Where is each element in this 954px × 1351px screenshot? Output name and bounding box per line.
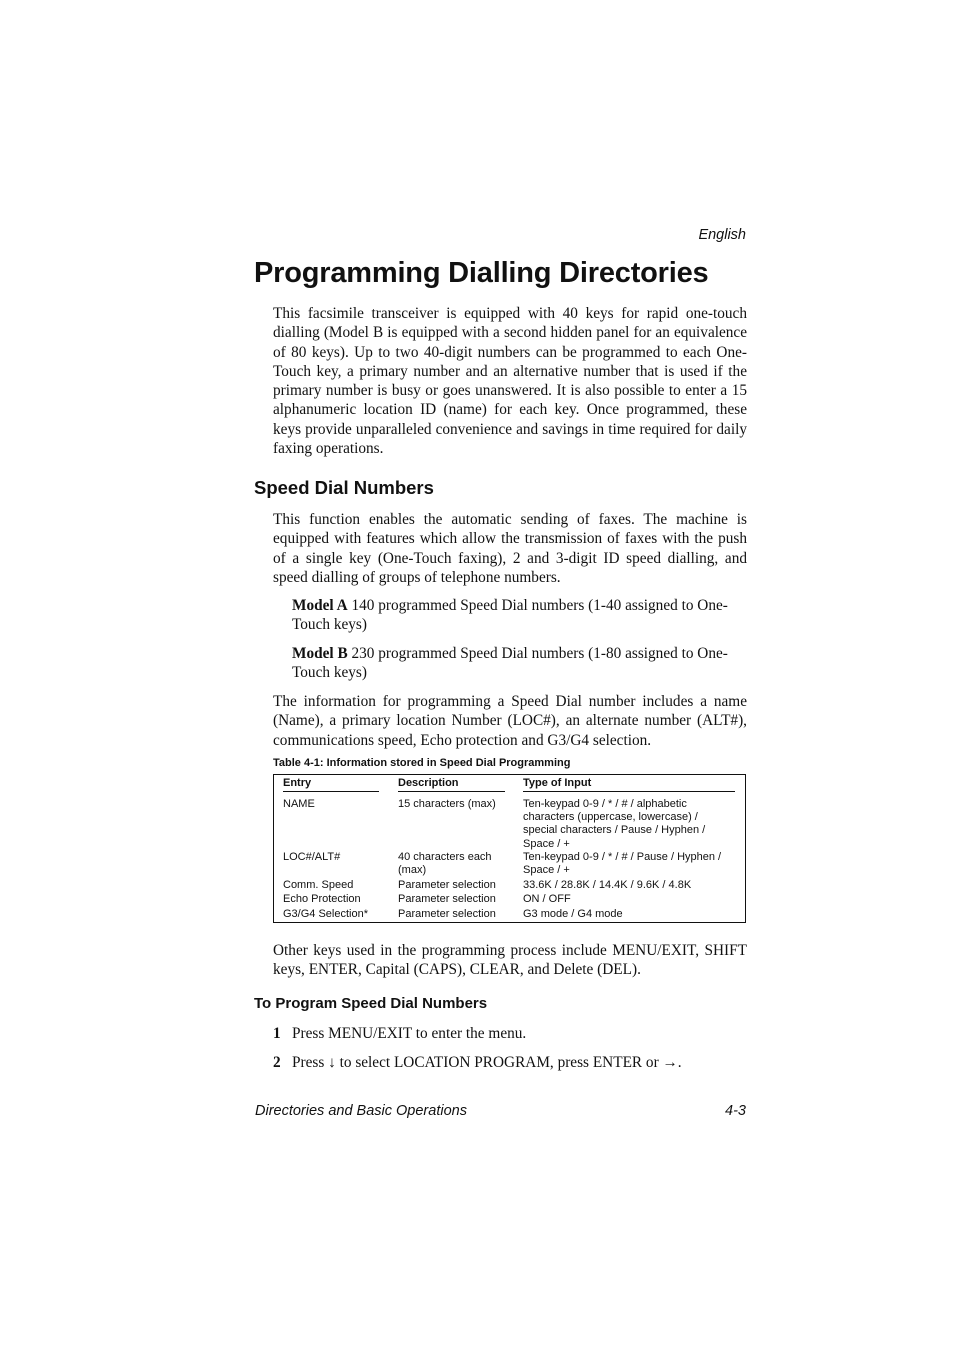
model-b-label: Model B (292, 645, 348, 662)
table-cell: LOC#/ALT# (283, 851, 341, 863)
procedure-step (273, 1053, 682, 1072)
model-a-text: 140 programmed Speed Dial numbers (1-40 assigned to One-Touch keys) (292, 597, 728, 634)
table-cell: 40 characters each (max) (398, 851, 492, 877)
table-cell: Ten-keypad 0-9 / * / # / Pause / Hyphen / Space / + (523, 851, 722, 877)
intro-paragraph: This facsimile transceiver is equipped with 40 keys for rapid one-touch dialling (Model B is equipped with a second hidden panel for an equivalence of 80 keys). Up to two 40-digit numbers can be programmed to each One-Touch key, a primary number and an alternative number that is used if the primary number is busy or goes unanswered. It is also possible to enter a 15 alphanumeric location ID (name) for each key. Once programmed, these keys provide unparalleled convenience and savings in time required for daily faxing operations. (273, 305, 747, 458)
table-header-type: Type of Input (523, 777, 592, 789)
footer-section-title: Directories and Basic Operations (255, 1103, 467, 1119)
model-b-item (292, 644, 748, 683)
table-cell: Parameter selection (398, 879, 496, 891)
table-cell: G3/G4 Selection* (283, 908, 368, 920)
header-underline (523, 791, 735, 792)
table-cell: Echo Protection (283, 893, 361, 905)
step-number: 2 (273, 1054, 281, 1071)
table-cell: NAME (283, 798, 315, 810)
header-underline (283, 791, 379, 792)
table-cell: 33.6K / 28.8K / 14.4K / 9.6K / 4.8K (523, 879, 692, 891)
table-caption: Table 4-1: Information stored in Speed Dial Programming (273, 757, 571, 769)
speed-dial-table (273, 774, 746, 923)
procedure-step (273, 1024, 526, 1043)
step-number: 1 (273, 1025, 281, 1042)
language-label: English (698, 227, 746, 243)
other-keys-paragraph: Other keys used in the programming process include MENU/EXIT, SHIFT keys, ENTER, Capital (CAPS), CLEAR, and Delete (DEL). (273, 942, 747, 979)
page-title: Programming Dialling Directories (254, 257, 709, 289)
section-heading-speed-dial: Speed Dial Numbers (254, 477, 434, 498)
table-cell: ON / OFF (523, 893, 571, 905)
header-underline (398, 791, 505, 792)
step-text: Press MENU/EXIT to enter the menu. (292, 1025, 527, 1042)
table-cell: Parameter selection (398, 893, 496, 905)
table-cell: 15 characters (max) (398, 798, 496, 810)
speed-dial-paragraph: This function enables the automatic sending of faxes. The machine is equipped with features which allow the transmission of faxes with the push of a single key (One-Touch faxing), 2 and 3-digit ID speed dialling, and speed dialling of groups of telephone numbers. (273, 511, 747, 586)
table-header-description: Description (398, 777, 459, 789)
model-b-text: 230 programmed Speed Dial numbers (1-80 assigned to One-Touch keys) (292, 645, 728, 682)
model-a-label: Model A (292, 597, 348, 614)
model-a-item (292, 596, 748, 635)
procedure-heading: To Program Speed Dial Numbers (254, 995, 488, 1012)
table-cell: G3 mode / G4 mode (523, 908, 623, 920)
speed-dial-info-paragraph: The information for programming a Speed Dial number includes a name (Name), a primary location Number (LOC#), an alternate number (ALT#), communications speed, Echo protection and G3/G4 selection. (273, 693, 747, 749)
table-cell: Parameter selection (398, 908, 496, 920)
table-header-entry: Entry (283, 777, 312, 789)
table-cell: Comm. Speed (283, 879, 354, 891)
page-number: 4-3 (725, 1103, 746, 1119)
table-cell: Ten-keypad 0-9 / * / # / alphabetic characters (uppercase, lowercase) / special characters / Pause / Hyphen / Space / + (523, 798, 706, 850)
step-text: Press ↓ to select LOCATION PROGRAM, press ENTER or →. (292, 1054, 682, 1071)
